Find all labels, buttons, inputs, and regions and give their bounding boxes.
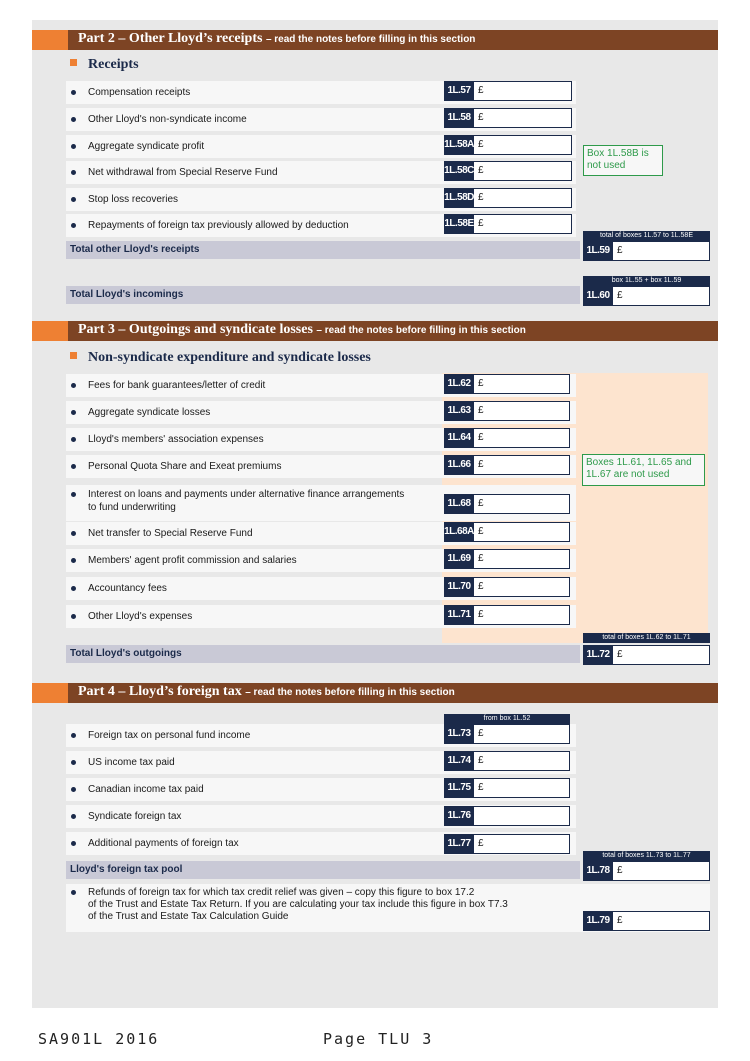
box-1L59	[583, 241, 710, 261]
amount-field-1L68A[interactable]: £	[474, 522, 570, 542]
box-1L58A	[444, 135, 572, 155]
part3-header	[32, 321, 718, 341]
row-label: Compensation receipts	[88, 87, 191, 98]
part2-note: – read the notes before filling in this section	[265, 34, 476, 45]
box-1L57	[444, 81, 572, 101]
amount-field-1L75[interactable]: £	[474, 778, 570, 798]
box-1L74	[444, 751, 570, 771]
amount-field-1L58A[interactable]: £	[474, 135, 572, 155]
box-1L58	[444, 108, 572, 128]
row-label: Aggregate syndicate losses	[88, 407, 211, 418]
part2-title: Part 2 – Other Lloyd’s receipts	[78, 31, 263, 46]
box-code: 1L.73	[444, 724, 474, 744]
box-code: 1L.76	[444, 806, 474, 826]
row-label: Stop loss recoveries	[88, 194, 179, 205]
refund-line1: Refunds of foreign tax for which tax credit relief was given – copy this figure to box 17.2	[88, 887, 475, 898]
box-1L60	[583, 286, 710, 306]
box-1L62	[444, 374, 570, 394]
bullet-icon	[71, 531, 76, 536]
part-tab	[32, 683, 68, 703]
row-label: Additional payments of foreign tax	[88, 838, 239, 849]
box-1L58E	[444, 214, 572, 234]
bullet-icon	[71, 733, 76, 738]
amount-field-1L62[interactable]: £	[474, 374, 570, 394]
box-1L66	[444, 455, 570, 475]
foreign-tax-pool-label: Lloyd's foreign tax pool	[70, 864, 183, 875]
amount-field-1L66[interactable]: £	[474, 455, 570, 475]
box-code: 1L.74	[444, 751, 474, 771]
refund-line3: of the Trust and Estate Tax Calculation Guide	[88, 911, 289, 922]
box-code: 1L.64	[444, 428, 474, 448]
box-1L73-header: from box 1L.52	[444, 714, 570, 724]
box-1L78	[583, 861, 710, 881]
row-label: Fees for bank guarantees/letter of credit	[88, 380, 266, 391]
bullet-icon	[71, 410, 76, 415]
box-1L59-header: total of boxes 1L.57 to 1L.58E	[583, 231, 710, 241]
box-1L71	[444, 605, 570, 625]
amount-field-1L78[interactable]: £	[613, 861, 710, 881]
box-code: 1L.68	[444, 494, 474, 514]
total-outgoings-label: Total Lloyd's outgoings	[70, 648, 182, 659]
box-code: 1L.58E	[444, 214, 474, 234]
bullet-icon	[71, 841, 76, 846]
amount-field-1L58C[interactable]: £	[474, 161, 572, 181]
box-1L76	[444, 806, 570, 826]
bullet-icon	[71, 464, 76, 469]
box-code: 1L.68A	[444, 522, 474, 542]
box-code: 1L.60	[583, 286, 613, 306]
box-1L68A	[444, 522, 570, 542]
bullet-icon	[71, 223, 76, 228]
square-bullet-icon	[70, 352, 77, 359]
bullet-icon	[71, 144, 76, 149]
box-code: 1L.77	[444, 834, 474, 854]
bullet-icon	[71, 586, 76, 591]
row-label	[88, 488, 404, 514]
box-1L75	[444, 778, 570, 798]
box-1L58D	[444, 188, 572, 208]
box-1L79	[583, 911, 710, 931]
part3-note: – read the notes before filling in this section	[316, 325, 526, 336]
box-1L72-header: total of boxes 1L.62 to 1L.71	[583, 633, 710, 643]
total-incomings-label: Total Lloyd's incomings	[70, 289, 184, 300]
box-code: 1L.72	[583, 645, 613, 665]
amount-field-1L71[interactable]: £	[474, 605, 570, 625]
square-bullet-icon	[70, 59, 77, 66]
amount-field-1L79[interactable]: £	[613, 911, 710, 931]
box-code: 1L.66	[444, 455, 474, 475]
bullet-icon	[71, 890, 76, 895]
box-1L68	[444, 494, 570, 514]
box-code: 1L.57	[444, 81, 474, 101]
part2-header	[32, 30, 718, 50]
bullet-icon	[71, 90, 76, 95]
total-receipts-bar	[66, 241, 580, 259]
row-label: US income tax paid	[88, 757, 175, 768]
box-1L64	[444, 428, 570, 448]
box-code: 1L.79	[583, 911, 613, 931]
amount-field-1L69[interactable]: £	[474, 549, 570, 569]
part4-title: Part 4 – Lloyd’s foreign tax	[78, 684, 242, 699]
row-label-line2: to fund underwriting	[88, 502, 176, 513]
box-code: 1L.58C	[444, 161, 474, 181]
amount-field-1L72[interactable]: £	[613, 645, 710, 665]
part4-note: – read the notes before filling in this section	[245, 687, 455, 698]
total-outgoings-bar	[66, 645, 580, 663]
section-receipts-title: Receipts	[88, 57, 139, 72]
amount-field-1L77[interactable]: £	[474, 834, 570, 854]
amount-field-1L59[interactable]: £	[613, 241, 710, 261]
box-code: 1L.75	[444, 778, 474, 798]
row-label: Other Lloyd's non-syndicate income	[88, 114, 247, 125]
section-receipts	[70, 57, 139, 73]
row-label: Net withdrawal from Special Reserve Fund	[88, 167, 278, 178]
amount-field-1L64[interactable]: £	[474, 428, 570, 448]
box-1L72	[583, 645, 710, 665]
amount-field-1L58[interactable]: £	[474, 108, 572, 128]
bullet-icon	[71, 814, 76, 819]
bullet-icon	[71, 197, 76, 202]
row-label: Lloyd's members' association expenses	[88, 434, 264, 445]
amount-field-1L60[interactable]: £	[613, 286, 710, 306]
box-code: 1L.63	[444, 401, 474, 421]
amount-field-1L63[interactable]: £	[474, 401, 570, 421]
bullet-icon	[71, 437, 76, 442]
box-1L69	[444, 549, 570, 569]
box-1L78-header: total of boxes 1L.73 to 1L.77	[583, 851, 710, 861]
form-reference: SA901L 2016	[38, 1030, 160, 1048]
bullet-icon	[71, 760, 76, 765]
section-expenditure	[70, 350, 371, 366]
unused-box-note: Box 1L.58B is not used	[583, 145, 663, 176]
amount-field-1L74[interactable]: £	[474, 751, 570, 771]
box-code: 1L.70	[444, 577, 474, 597]
unused-boxes-note: Boxes 1L.61, 1L.65 and 1L.67 are not used	[582, 454, 705, 486]
box-1L73	[444, 724, 570, 744]
row-label-line1: Interest on loans and payments under alternative finance arrangements	[88, 489, 405, 500]
row-label: Repayments of foreign tax previously allowed by deduction	[88, 220, 349, 231]
box-code: 1L.78	[583, 861, 613, 881]
amount-field-1L58D[interactable]: £	[474, 188, 572, 208]
bullet-icon	[71, 558, 76, 563]
row-label: Members' agent profit commission and salaries	[88, 555, 297, 566]
box-code: 1L.69	[444, 549, 474, 569]
amount-field-1L68[interactable]: £	[474, 494, 570, 514]
box-code: 1L.58	[444, 108, 474, 128]
row-label: Other Lloyd's expenses	[88, 611, 193, 622]
amount-field-1L70[interactable]: £	[474, 577, 570, 597]
total-incomings-bar	[66, 286, 580, 304]
part-tab	[32, 321, 68, 341]
box-1L60-header: box 1L.55 + box 1L.59	[583, 276, 710, 286]
box-1L70	[444, 577, 570, 597]
bullet-icon	[71, 614, 76, 619]
box-1L63	[444, 401, 570, 421]
amount-field-1L57[interactable]: £	[474, 81, 572, 101]
part3-title: Part 3 – Outgoings and syndicate losses	[78, 322, 313, 337]
refund-label	[88, 887, 508, 923]
total-receipts-label: Total other Lloyd's receipts	[70, 244, 200, 255]
amount-field-1L76[interactable]	[474, 806, 570, 826]
box-code: 1L.58D	[444, 188, 474, 208]
box-code: 1L.59	[583, 241, 613, 261]
row-label: Accountancy fees	[88, 583, 167, 594]
row-label: Personal Quota Share and Exeat premiums	[88, 461, 282, 472]
box-code: 1L.62	[444, 374, 474, 394]
bullet-icon	[71, 492, 76, 497]
foreign-tax-pool-bar	[66, 861, 580, 879]
refund-line2: of the Trust and Estate Tax Return. If you are calculating your tax include this figure in box T7.3	[88, 899, 508, 910]
box-1L77	[444, 834, 570, 854]
bullet-icon	[71, 170, 76, 175]
amount-field-1L73[interactable]: £	[474, 724, 570, 744]
bullet-icon	[71, 383, 76, 388]
section-expenditure-title: Non-syndicate expenditure and syndicate losses	[88, 350, 371, 365]
amount-field-1L58E[interactable]: £	[474, 214, 572, 234]
bullet-icon	[71, 117, 76, 122]
box-1L58C	[444, 161, 572, 181]
bullet-icon	[71, 787, 76, 792]
row-label: Canadian income tax paid	[88, 784, 204, 795]
row-label: Aggregate syndicate profit	[88, 141, 205, 152]
row-label: Net transfer to Special Reserve Fund	[88, 528, 253, 539]
row-label: Foreign tax on personal fund income	[88, 730, 251, 741]
part4-header	[32, 683, 718, 703]
box-code: 1L.58A	[444, 135, 474, 155]
row-label: Syndicate foreign tax	[88, 811, 182, 822]
part-tab	[32, 30, 68, 50]
page-number: Page TLU 3	[323, 1030, 434, 1048]
box-code: 1L.71	[444, 605, 474, 625]
